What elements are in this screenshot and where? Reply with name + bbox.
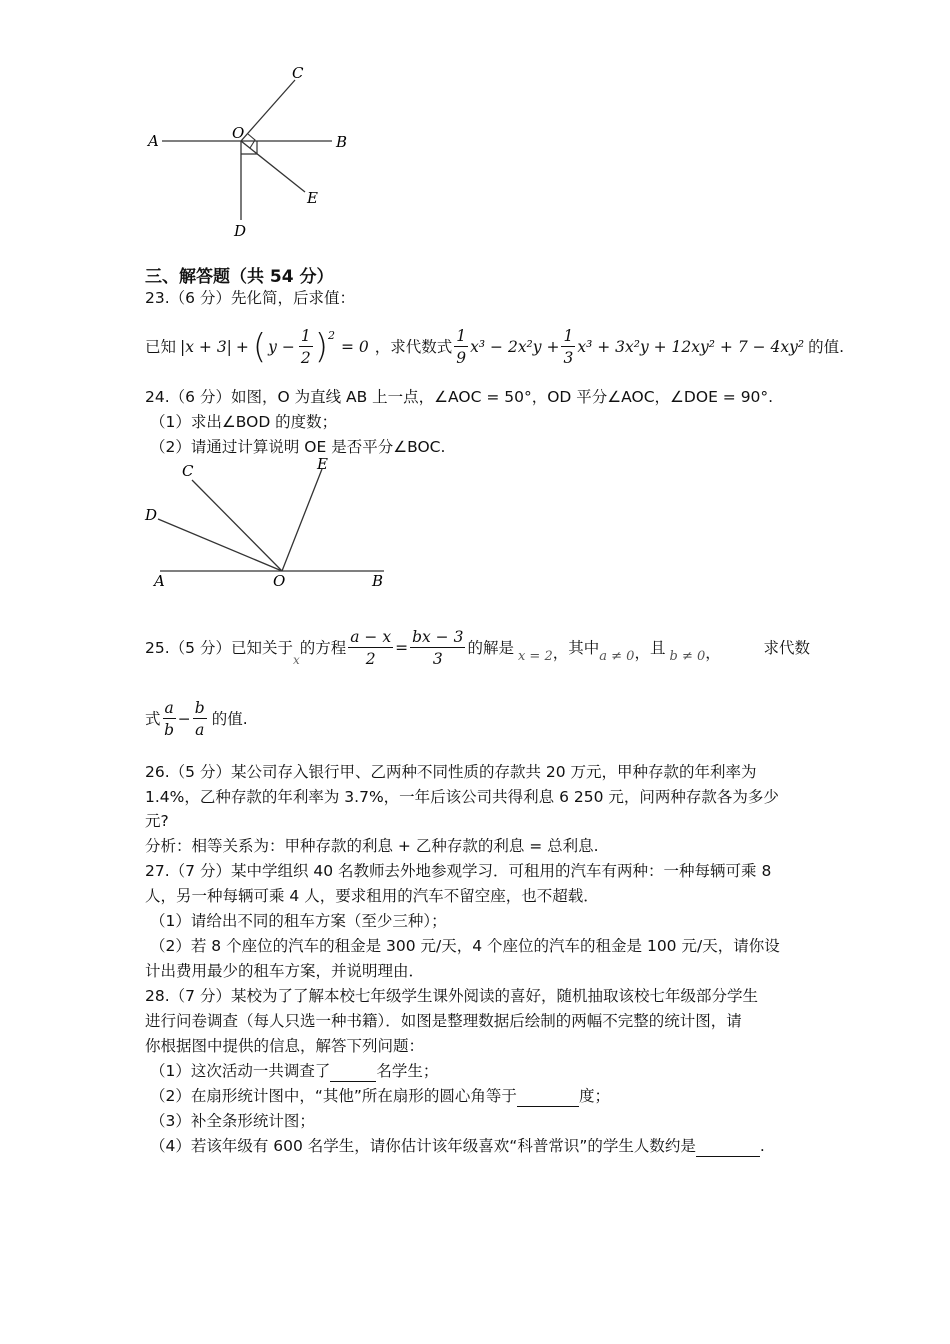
q28-part-2-text: （2）在扇形统计图中，“其他”所在扇形的圆心角等于 bbox=[150, 1087, 517, 1105]
section-title: 三、解答题（共 54 分） bbox=[145, 267, 334, 287]
q25-var-x: x bbox=[292, 653, 300, 667]
q28-part-4 bbox=[150, 1136, 765, 1157]
q28-part-4-tail: . bbox=[759, 1137, 765, 1155]
q25-and: 且 bbox=[649, 639, 666, 657]
q25-solution-label: 的解是 bbox=[467, 639, 514, 657]
ray-oc-2 bbox=[192, 480, 282, 571]
q28-part-1-tail: 名学生； bbox=[376, 1062, 439, 1080]
figure-angle-diagram-1 bbox=[140, 60, 360, 245]
q24-part-2: （2）请通过计算说明 OE 是否平分∠BOC. bbox=[150, 438, 446, 456]
label-d-2: D bbox=[145, 506, 158, 524]
q28-line-3: 你根据图中提供的信息，解答下列问题： bbox=[145, 1037, 425, 1055]
q28-part-2 bbox=[150, 1086, 610, 1107]
q25-line-2 bbox=[145, 692, 248, 746]
q28-part-1-text: （1）这次活动一共调查了 bbox=[150, 1062, 331, 1080]
q25-minus: − bbox=[177, 710, 191, 728]
q28-answer-blank-4[interactable] bbox=[696, 1136, 760, 1157]
q26-line-3: 元? bbox=[145, 812, 169, 830]
label-c: C bbox=[292, 64, 304, 82]
q23-tail: 的值. bbox=[808, 338, 845, 356]
q23-prefix: 已知 bbox=[145, 338, 177, 356]
q25-equation-label: 的方程 bbox=[299, 639, 347, 657]
q23-y-minus: y − bbox=[268, 338, 295, 356]
q25-l2-tail: 的值. bbox=[211, 710, 248, 728]
q28-answer-blank-2[interactable] bbox=[517, 1086, 579, 1107]
q23-frac-13: $\frac{1}{3}$ bbox=[563, 326, 574, 367]
q25-cond-a: a ≠ 0 bbox=[599, 649, 635, 664]
q23-plus: + bbox=[235, 338, 249, 356]
q26-line-2: 1.4%，乙种存款的年利率为 3.7%，一年后该公司共得利息 6 250 元，问两种存款各为多少 bbox=[145, 788, 779, 806]
q23-half: $\frac{1}{2}$ bbox=[300, 326, 311, 367]
q23-abs: |x + 3| bbox=[180, 338, 232, 356]
q28-line-2: 进行问卷调查（每人只选一种书籍）．如图是整理数据后绘制的两幅不完整的统计图，请 bbox=[145, 1012, 742, 1030]
q28-part-4-text: （4）若该年级有 600 名学生，请你估计该年级喜欢“科普常识”的学生人数约是 bbox=[150, 1137, 696, 1155]
q24-part-1: （1）求出∠BOD 的度数； bbox=[150, 413, 338, 431]
q23-paren-group: ( y − $\frac{1}{2}$ ) $^2$ bbox=[252, 326, 335, 367]
q25-comma-2: ， bbox=[634, 644, 650, 662]
q23-expression bbox=[145, 322, 844, 372]
q27-part-2-cont: 计出费用最少的租车方案，并说明理由． bbox=[145, 962, 425, 980]
label-e-2: E bbox=[317, 455, 328, 473]
q28-part-3: （3）补全条形统计图； bbox=[150, 1112, 315, 1130]
q25-solution: x = 2 bbox=[517, 649, 553, 664]
q27-line-1: 27.（7 分）某中学组织 40 名教师去外地参观学习．可租用的汽车有两种：一种每辆可乘 8 bbox=[145, 862, 772, 880]
q25-frac-left: $\frac{a - x}{2}$ bbox=[350, 627, 392, 668]
q26-line-1: 26.（5 分）某公司存入银行甲、乙两种不同性质的存款共 20 万元，甲种存款的年利率为 bbox=[145, 763, 757, 781]
q23-heading: 23.（6 分）先化简，后求值： bbox=[145, 289, 355, 307]
q28-line-1: 28.（7 分）某校为了了解本校七年级学生课外阅读的喜好，随机抽取该校七年级部分学生 bbox=[145, 987, 758, 1005]
label-e: E bbox=[307, 189, 318, 207]
q27-part-1: （1）请给出不同的租车方案（至少三种）； bbox=[150, 912, 447, 930]
q27-part-2: （2）若 8 个座位的汽车的租金是 300 元/天，4 个座位的汽车的租金是 100 元/天，请你设 bbox=[150, 937, 780, 955]
q23-term-1: x³ − 2x²y + bbox=[470, 338, 560, 356]
q23-eq-zero: = 0 bbox=[340, 338, 369, 356]
ray-oe-2 bbox=[282, 469, 322, 571]
q23-frac-19: $\frac{1}{9}$ bbox=[456, 326, 467, 367]
label-a: A bbox=[148, 132, 159, 150]
q24-heading: 24.（6 分）如图，O 为直线 AB 上一点，∠AOC = 50°，OD 平分∠AOC，∠DOE = 90°. bbox=[145, 388, 774, 406]
q25-frac-a-b: $\frac{a}{b}$ bbox=[164, 698, 175, 739]
label-d: D bbox=[234, 222, 247, 240]
q28-part-2-tail: 度； bbox=[578, 1087, 610, 1105]
figure-angle-diagram-2 bbox=[140, 455, 400, 590]
q25-where: 其中 bbox=[568, 639, 600, 657]
label-o-2: O bbox=[273, 572, 286, 590]
ray-oe bbox=[241, 141, 305, 192]
q25-frac-right: $\frac{bx - 3}{3}$ bbox=[412, 627, 464, 668]
q25-find: 求代数 bbox=[763, 639, 810, 657]
q25-intro: 25.（5 分）已知关于 bbox=[145, 639, 293, 657]
q23-square: 2 bbox=[327, 328, 335, 342]
q25-comma-1: ， bbox=[552, 644, 569, 662]
q28-part-1 bbox=[150, 1061, 438, 1082]
q25-equals: = bbox=[395, 639, 409, 657]
q25-frac-b-a: $\frac{b}{a}$ bbox=[194, 698, 205, 739]
label-b-2: B bbox=[372, 572, 384, 590]
q25-line-1 bbox=[145, 620, 810, 676]
q25-comma-3: ， bbox=[705, 644, 721, 662]
q25-cond-b: b ≠ 0 bbox=[669, 649, 706, 664]
q23-term-2: x³ + 3x²y + 12xy² + 7 − 4xy² bbox=[577, 338, 805, 356]
q26-analysis: 分析：相等关系为：甲种存款的利息 + 乙种存款的利息 = 总利息. bbox=[145, 837, 599, 855]
label-b: B bbox=[336, 133, 348, 151]
ray-od-2 bbox=[158, 519, 282, 571]
q27-line-2: 人，另一种每辆可乘 4 人，要求租用的汽车不留空座，也不超载． bbox=[145, 887, 599, 905]
q23-mid: ，求代数式 bbox=[374, 338, 453, 356]
q25-l2-prefix: 式 bbox=[145, 710, 161, 728]
q28-answer-blank-1[interactable] bbox=[330, 1061, 376, 1082]
ray-oc bbox=[241, 80, 295, 141]
label-c-2: C bbox=[182, 462, 194, 480]
label-a-2: A bbox=[154, 572, 165, 590]
label-o: O bbox=[232, 124, 245, 142]
